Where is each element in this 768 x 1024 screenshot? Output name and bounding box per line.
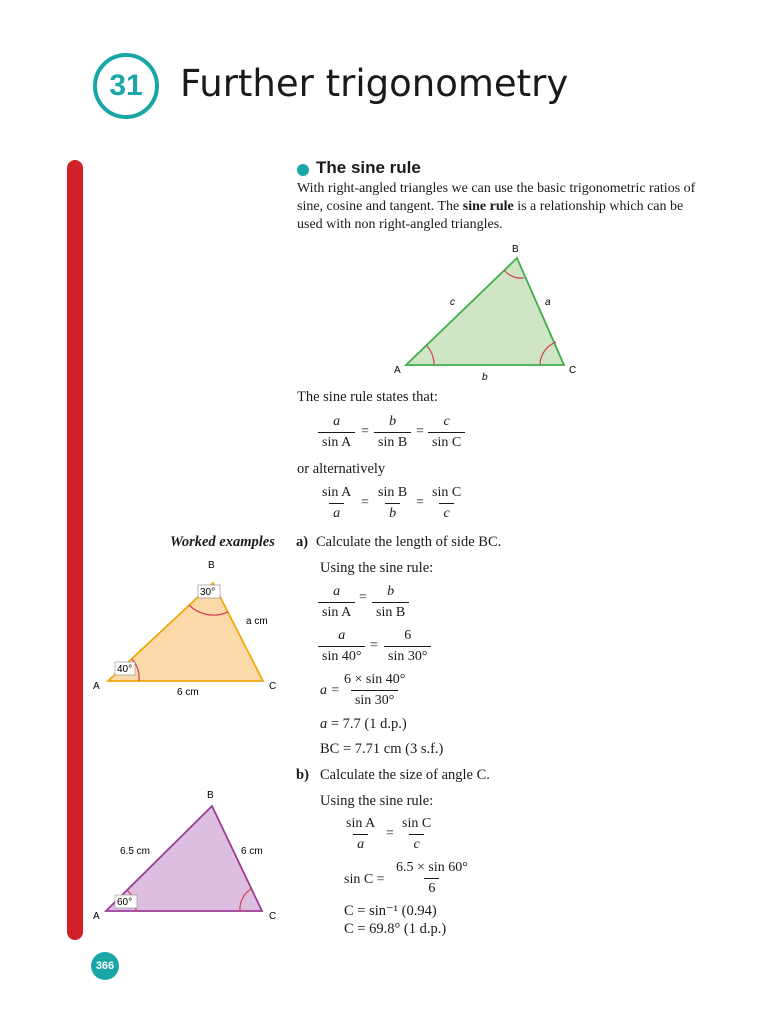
rule-fraction-c: $\frac{c}{\text{sin C}}$ [428, 414, 465, 451]
example-b-using: Using the sine rule: [320, 793, 434, 809]
alt-fraction-c: $\frac{\text{sin C}}{c}$ [432, 485, 462, 521]
vertex-b-label: B [208, 560, 215, 571]
example-a-step1-right: $\frac{b}{\text{sin B}}$ [372, 584, 409, 621]
worked-examples-label: Worked examples [170, 534, 275, 550]
side-b-label: 6 cm [177, 687, 199, 698]
example-b-triangle [88, 786, 288, 931]
intro-text-1: With right-angled triangles we can use the basic trigonometric ratios of sine, cosine and tangent. The [297, 181, 696, 214]
equals-sign: = [416, 495, 424, 510]
rule-fraction-b: $\frac{b}{\text{sin B}}$ [374, 414, 411, 451]
example-a-label: a) [296, 534, 309, 550]
vertex-a-label: A [394, 365, 401, 376]
angle-a-value: 60° [117, 897, 133, 908]
equals-sign: = [386, 826, 394, 841]
side-b-label: b [482, 372, 488, 383]
example-a-step2-right: $\frac{6}{\sin 30^\circ}$ [384, 628, 431, 665]
example-a-step3-lhs: a = [320, 683, 340, 698]
side-c-label: c [450, 297, 455, 308]
vertex-c-label: C [269, 911, 277, 922]
section-bullet-icon [297, 164, 309, 176]
example-b-label: b) [296, 767, 309, 783]
margin-bar [67, 160, 83, 940]
equals-sign: = [361, 495, 369, 510]
rule-statement: The sine rule states that: [297, 389, 438, 405]
sine-rule-triangle [390, 240, 590, 385]
vertex-c-label: C [569, 365, 577, 376]
example-a-step2-left: $\frac{a}{\sin 40^\circ}$ [318, 628, 365, 665]
angle-b-value: 30° [200, 587, 216, 598]
example-a-step1-left: $\frac{a}{\text{sin A}}$ [318, 584, 355, 621]
alt-fraction-a: $\frac{\text{sin A}}{a}$ [322, 485, 352, 521]
alternative-label: or alternatively [297, 461, 386, 477]
example-b-answer: C = 69.8° (1 d.p.) [344, 921, 447, 937]
angle-a-value: 40° [117, 664, 133, 675]
example-b-question: Calculate the size of angle C. [320, 767, 490, 783]
alt-fraction-b: $\frac{\text{sin B}}{b}$ [378, 485, 408, 521]
side-ab-label: 6.5 cm [120, 846, 151, 857]
equals-sign: = [416, 424, 424, 439]
vertex-c-label: C [269, 681, 277, 692]
equals-sign: = [359, 590, 367, 605]
equals-sign: = [361, 424, 369, 439]
chapter-number-badge [93, 53, 159, 119]
rule-fraction-a: $\frac{a}{\text{sin A}}$ [318, 414, 355, 451]
page-number: 366 [91, 952, 119, 980]
intro-bold-term: sine rule [462, 199, 514, 214]
intro-text-2: is a relationship which can be used with non right-angled triangles. [297, 199, 684, 232]
vertex-a-label: A [93, 681, 100, 692]
example-b-step1-right: $\frac{\text{sin C}}{c}$ [402, 816, 432, 852]
chapter-number: 31 [109, 69, 143, 102]
example-a-step4: a = 7.7 (1 d.p.) [320, 716, 407, 732]
example-a-answer: BC = 7.71 cm (3 s.f.) [320, 741, 444, 757]
side-a-label: a cm [246, 616, 268, 627]
example-b-step1-left: $\frac{\text{sin A}}{a}$ [346, 816, 376, 852]
intro-paragraph [297, 180, 697, 234]
example-a-question: Calculate the length of side BC. [316, 534, 502, 550]
example-b-step2-fraction: $\frac{6.5 \times \sin 60^\circ}{6}$ [396, 860, 468, 896]
chapter-title: Further trigonometry [180, 62, 569, 105]
example-a-triangle [88, 556, 288, 701]
example-b-step3: C = sin⁻¹ (0.94) [344, 903, 437, 919]
example-a-step3-fraction: $\frac{6 \times \sin 40^\circ}{\sin 30^\circ}$ [344, 672, 406, 708]
section-heading: The sine rule [316, 158, 421, 177]
example-a-using: Using the sine rule: [320, 560, 434, 576]
vertex-a-label: A [93, 911, 100, 922]
vertex-b-label: B [512, 244, 519, 255]
side-bc-label: 6 cm [241, 846, 263, 857]
equals-sign: = [370, 638, 378, 653]
vertex-b-label: B [207, 790, 214, 801]
side-a-label: a [545, 297, 551, 308]
example-b-step2-lhs: sin C = [344, 872, 385, 887]
